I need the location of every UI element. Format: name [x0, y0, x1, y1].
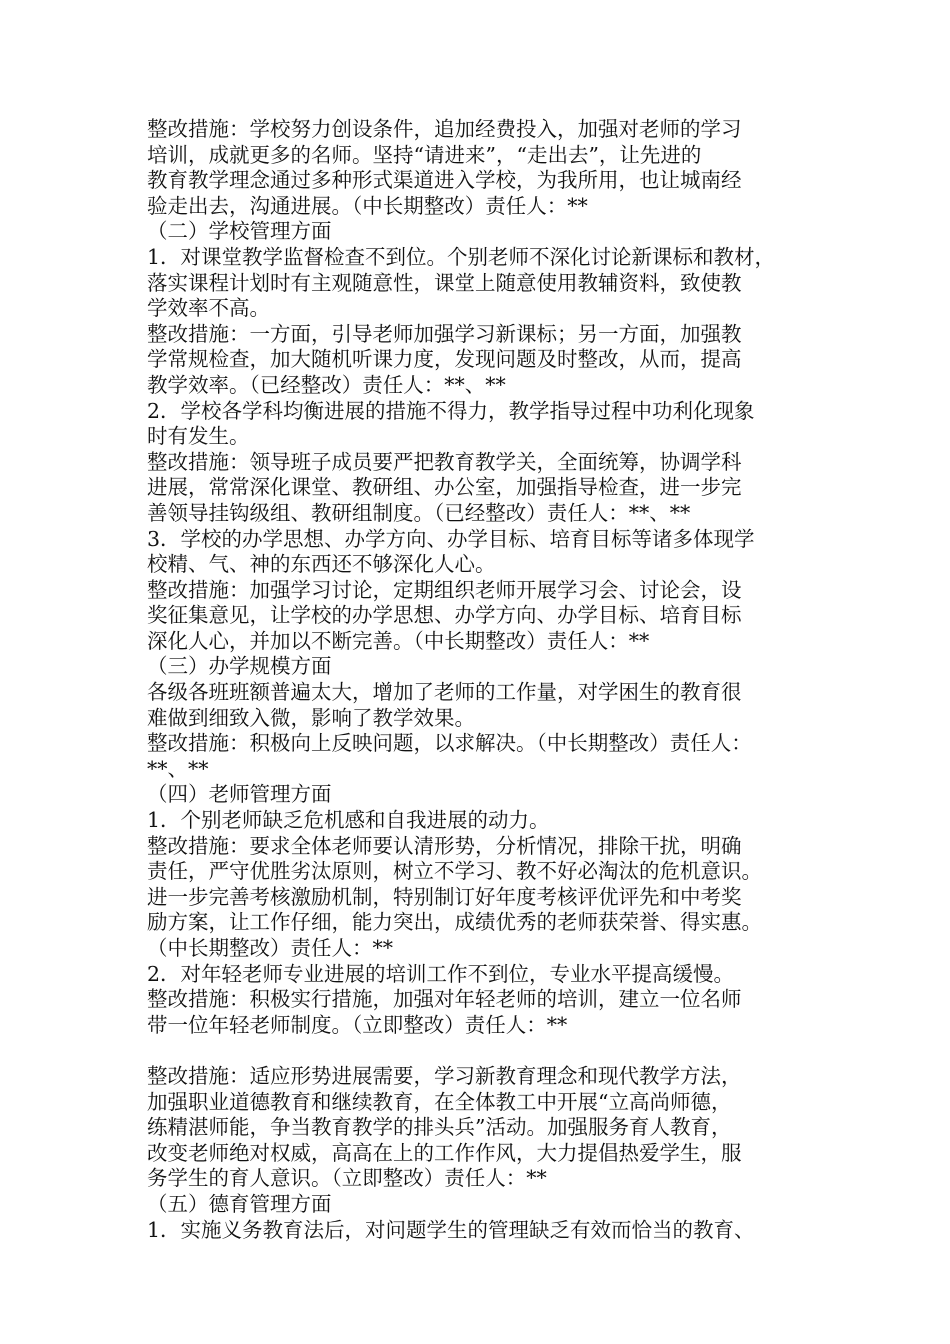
text-line: 学效率不高。: [147, 296, 270, 321]
text-line: 时有发生。: [147, 424, 250, 449]
text-line: 练精湛师能，争当教育教学的排头兵”活动。加强服务育人教育，: [147, 1115, 732, 1140]
text-line: 培训，成就更多的名师。坚持“请进来”，“走出去”，让先进的: [147, 142, 702, 167]
text-line: 1．实施义务教育法后，对问题学生的管理缺乏有效而恰当的教育、: [147, 1217, 755, 1242]
text-line: 整改措施：学校努力创设条件，追加经费投入，加强对老师的学习: [147, 117, 742, 141]
text-line: 励方案，让工作仔细，能力突出，成绩优秀的老师获荣誉、得实惠。: [147, 910, 762, 935]
text-line: 各级各班班额普遍太大，增加了老师的工作量，对学困生的教育很: [147, 680, 742, 705]
text-line: 务学生的育人意识。（立即整改）责任人：**: [147, 1166, 547, 1191]
text-line: （中长期整改）责任人：**: [147, 936, 393, 960]
text-line: **、**: [147, 756, 209, 781]
text-line: 2．学校各学科均衡进展的措施不得力，教学指导过程中功利化现象: [147, 398, 755, 423]
text-block-2: [147, 1064, 837, 1243]
text-line: 整改措施：积极向上反映问题，以求解决。（中长期整改）责任人：: [147, 731, 752, 756]
text-line: 难做到细致入微，影响了教学效果。: [147, 705, 475, 730]
text-line: 3．学校的办学思想、办学方向、办学目标、培育目标等诸多体现学: [147, 526, 755, 551]
section-heading: （二）学校管理方面: [147, 219, 332, 244]
text-line: 验走出去，沟通进展。（中长期整改）责任人：**: [147, 193, 588, 218]
text-line: 整改措施：一方面，引导老师加强学习新课标；另一方面，加强教: [147, 321, 742, 346]
text-line: 善领导挂钩级组、教研组制度。（已经整改）责任人：**、**: [147, 500, 691, 525]
text-line: 学常规检查，加大随机听课力度，发现问题及时整改，从而，提高: [147, 347, 742, 372]
text-line: 整改措施：领导班子成员要严把教育教学关，全面统筹，协调学科: [147, 449, 742, 474]
text-line: 整改措施：加强学习讨论，定期组织老师开展学习会、讨论会，设: [147, 577, 742, 602]
text-line: 整改措施：积极实行措施，加强对年轻老师的培训，建立一位名师: [147, 987, 742, 1012]
text-line: 教学效率。（已经整改）责任人：**、**: [147, 372, 506, 397]
section-heading: （五）德育管理方面: [147, 1191, 332, 1216]
section-heading: （四）老师管理方面: [147, 782, 332, 807]
document-page: [147, 117, 837, 1243]
text-line: 1．个别老师缺乏危机感和自我进展的动力。: [147, 808, 550, 833]
text-line: 带一位年轻老师制度。（立即整改）责任人：**: [147, 1012, 568, 1037]
text-line: 进一步完善考核激励机制，特别制订好年度考核评优评先和中考奖: [147, 884, 742, 909]
text-line: 校精、气、神的东西还不够深化人心。: [147, 552, 496, 577]
text-line: 进展，常常深化课堂、教研组、办公室，加强指导检查，进一步完: [147, 475, 742, 500]
text-line: 深化人心，并加以不断完善。（中长期整改）责任人：**: [147, 628, 650, 653]
text-block-1: [147, 117, 837, 1038]
text-line: 落实课程计划时有主观随意性，课堂上随意使用教辅资料，致使教: [147, 270, 742, 295]
text-line: 2．对年轻老师专业进展的培训工作不到位，专业水平提高缓慢。: [147, 961, 735, 986]
text-line: 整改措施：要求全体老师要认清形势，分析情况，排除干扰，明确: [147, 833, 742, 858]
paragraph-gap: [147, 1038, 837, 1064]
text-line: 责任，严守优胜劣汰原则，树立不学习、教不好必淘汰的危机意识。: [147, 859, 762, 884]
text-line: 整改措施：适应形势进展需要，学习新教育理念和现代教学方法，: [147, 1063, 742, 1088]
text-line: 改变老师绝对权威，高高在上的工作作风，大力提倡热爱学生，服: [147, 1140, 742, 1165]
text-line: 1．对课堂教学监督检查不到位。个别老师不深化讨论新课标和教材，: [147, 244, 776, 269]
text-line: 奖征集意见，让学校的办学思想、办学方向、办学目标、培育目标: [147, 603, 742, 628]
section-heading: （三）办学规模方面: [147, 654, 332, 679]
text-line: 教育教学理念通过多种形式渠道进入学校，为我所用，也让城南经: [147, 168, 742, 193]
text-line: 加强职业道德教育和继续教育，在全体教工中开展“立高尚师德，: [147, 1089, 732, 1114]
